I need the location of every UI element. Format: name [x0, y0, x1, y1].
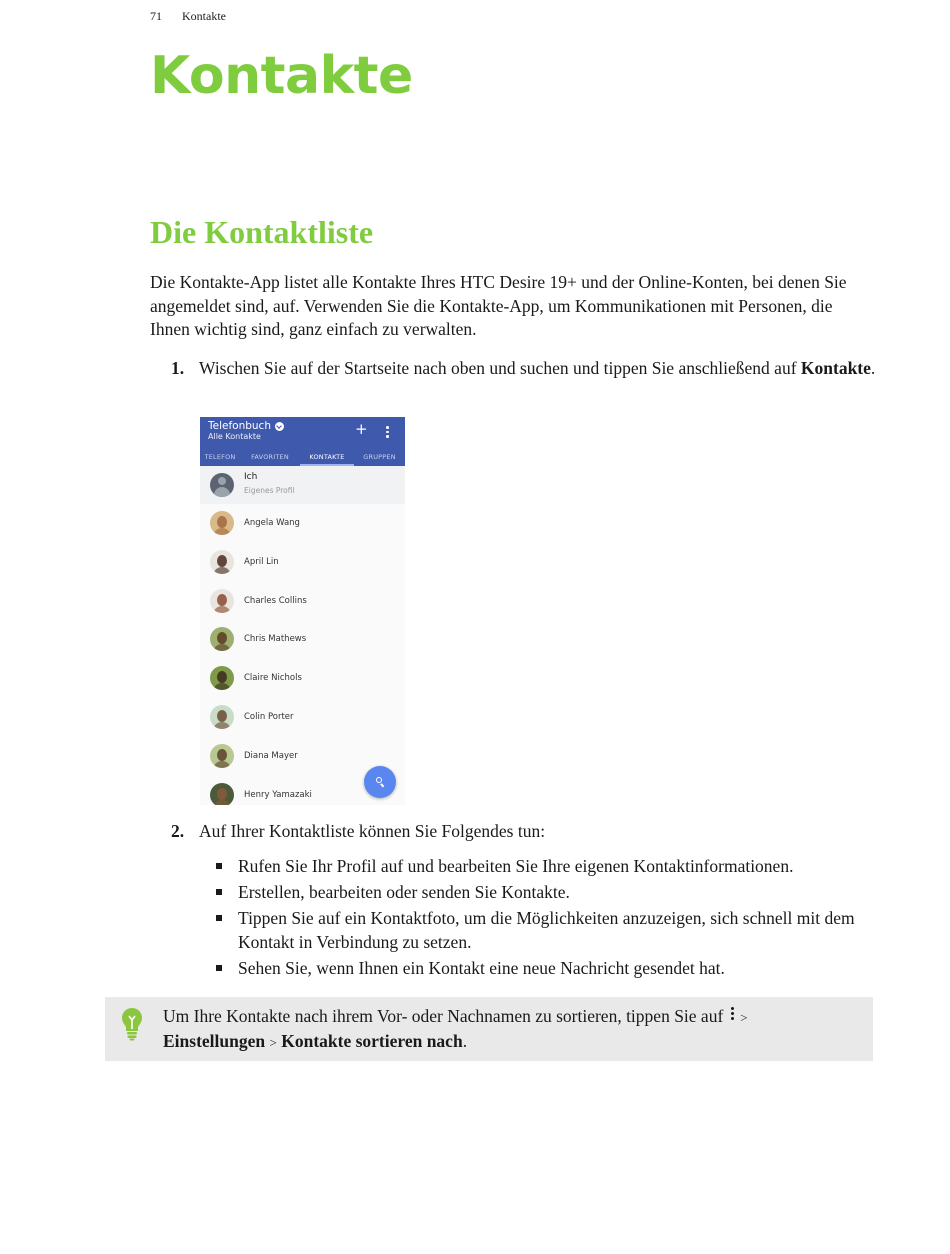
contact-row	[200, 620, 405, 659]
contact-row	[200, 582, 405, 621]
contact-avatar-icon	[210, 627, 234, 651]
contact-list	[200, 504, 405, 805]
step-2	[171, 820, 879, 844]
contact-avatar-icon	[210, 550, 234, 574]
app-title-text: Telefonbuch	[208, 420, 271, 432]
profile-sub: Eigenes Profil	[244, 486, 295, 495]
profile-avatar-icon	[210, 473, 234, 497]
app-subtitle: Alle Kontakte	[208, 432, 261, 441]
phone-screenshot	[200, 417, 405, 805]
sort-label: Kontakte sortieren nach	[281, 1030, 463, 1051]
section-title: Die Kontaktliste	[150, 214, 374, 250]
profile-name: Ich	[244, 472, 258, 482]
contact-row	[200, 543, 405, 582]
path-separator: >	[269, 1034, 277, 1050]
app-bar	[200, 417, 405, 466]
running-title: Kontakte	[182, 9, 226, 23]
tab-telefon: TELEFON	[204, 453, 236, 461]
step-number: 2.	[171, 821, 185, 841]
step-text	[199, 357, 879, 381]
settings-label: Einstellungen	[163, 1030, 266, 1051]
tip-end: .	[462, 1030, 468, 1051]
app-title	[208, 420, 284, 432]
running-header	[150, 9, 226, 24]
lightbulb-icon	[121, 1007, 143, 1041]
intro-paragraph: Die Kontakte-App listet alle Kontakte Ihres HTC Desire 19+ und der Online-Konten, bei denen Sie angemeldet sind, auf. Verwenden Sie die Kontakte-App, um Kommunikationen mit Personen, die Ihnen wichtig sind, ganz einfach zu verwalten.	[150, 272, 847, 339]
contact-row	[200, 504, 405, 543]
contact-name: Colin Porter	[244, 711, 294, 722]
contact-name: Chris Mathews	[244, 634, 307, 645]
bullet-item: Tippen Sie auf ein Kontaktfoto, um die Möglichkeiten anzuzeigen, sich schnell mit dem Kontakt in Verbindung zu setzen.	[214, 907, 874, 954]
contact-name: Charles Collins	[244, 595, 307, 606]
add-contact-icon: +	[355, 420, 368, 438]
step-text-end: .	[870, 358, 876, 378]
chapter-title: Kontakte	[150, 46, 413, 106]
search-fab	[364, 766, 396, 798]
tab-favoriten: FAVORITEN	[251, 453, 289, 461]
chevron-down-icon	[275, 422, 284, 431]
contact-avatar-icon	[210, 666, 234, 690]
contact-name: Claire Nichols	[244, 673, 302, 684]
contact-avatar-icon	[210, 783, 234, 805]
bullet-item: Erstellen, bearbeiten oder senden Sie Kontakte.	[214, 881, 874, 905]
step-bold: Kontakte	[800, 358, 871, 378]
step-text: Auf Ihrer Kontaktliste können Sie Folgendes tun:	[199, 821, 546, 841]
step-text-main: Wischen Sie auf der Startseite nach oben und suchen und tippen Sie anschließend auf	[199, 358, 801, 378]
contact-name: Henry Yamazaki	[244, 789, 312, 800]
more-options-icon	[386, 426, 389, 438]
contact-avatar-icon	[210, 705, 234, 729]
bullet-item: Rufen Sie Ihr Profil auf und bearbeiten Sie Ihre eigenen Kontaktinformationen.	[214, 855, 874, 879]
contact-row	[200, 698, 405, 737]
tip-text	[163, 1005, 863, 1054]
more-options-icon	[731, 1007, 734, 1020]
tip-box	[105, 997, 873, 1061]
tab-gruppen: GRUPPEN	[363, 453, 396, 461]
page-number: 71	[150, 9, 162, 23]
tab-bar	[200, 453, 405, 466]
step-number: 1.	[171, 358, 185, 378]
path-separator: >	[740, 1010, 748, 1025]
bullet-list	[214, 855, 874, 983]
bullet-item: Sehen Sie, wenn Ihnen ein Kontakt eine neue Nachricht gesendet hat.	[214, 957, 874, 981]
contact-name: Angela Wang	[244, 518, 300, 528]
own-profile-row	[200, 466, 405, 504]
contact-row	[200, 659, 405, 698]
tip-main-text: Um Ihre Kontakte nach ihrem Vor- oder Nachnamen zu sortieren, tippen Sie auf	[163, 1006, 724, 1026]
contact-avatar-icon	[210, 511, 234, 535]
tab-kontakte: KONTAKTE	[300, 453, 354, 466]
contact-avatar-icon	[210, 589, 234, 613]
contact-avatar-icon	[210, 744, 234, 768]
contact-name: April Lin	[244, 556, 279, 567]
step-1	[171, 357, 879, 381]
contact-name: Diana Mayer	[244, 750, 298, 761]
